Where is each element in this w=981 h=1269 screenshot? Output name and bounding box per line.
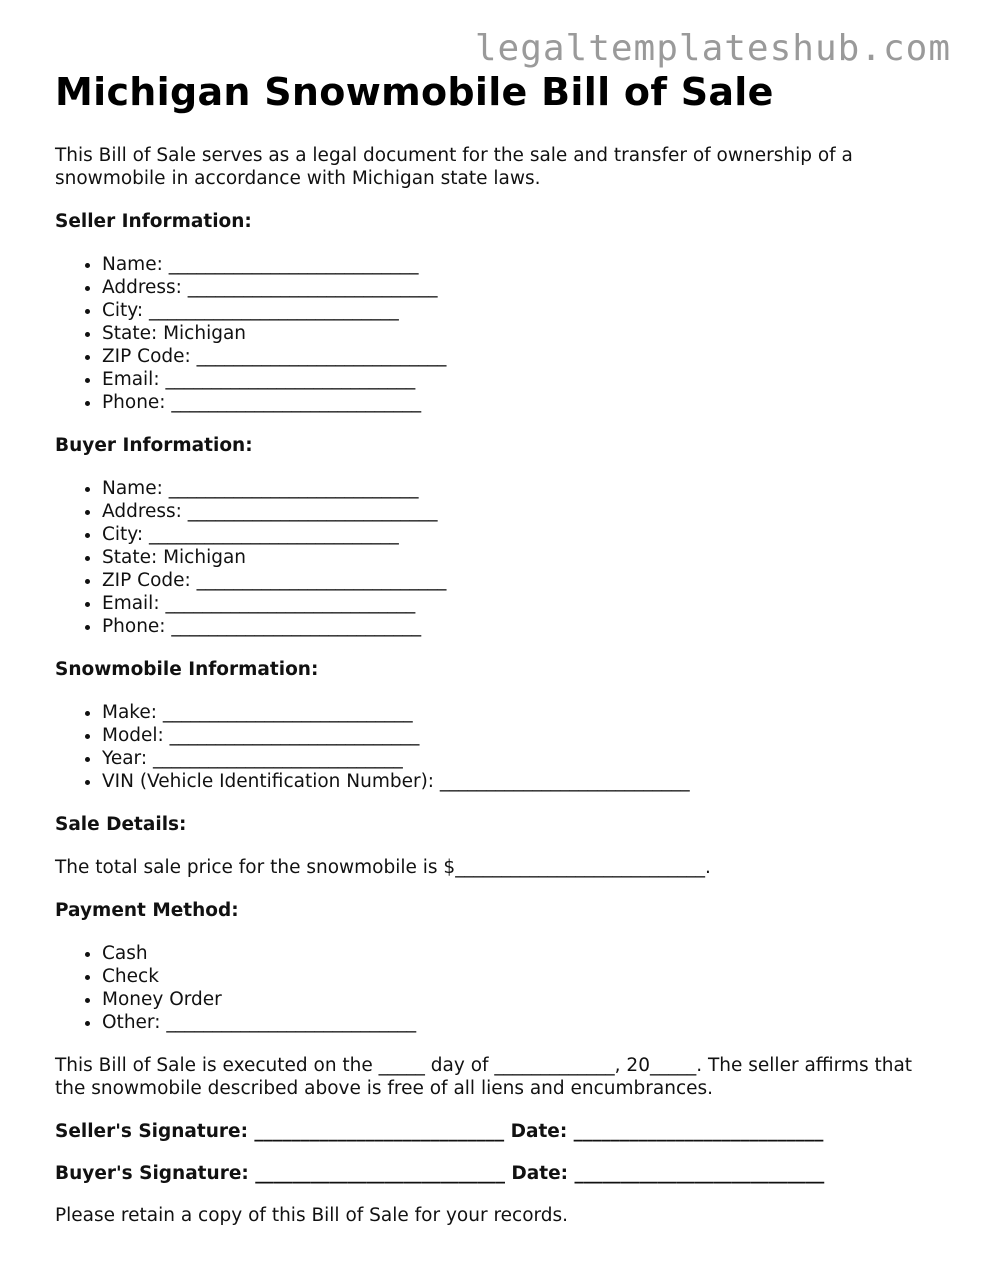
sale-price-text: The total sale price for the snowmobile is $___________________________. bbox=[55, 857, 711, 878]
payment-list bbox=[55, 942, 935, 1034]
payment-cash-option: • Cash bbox=[102, 942, 935, 965]
snowmobile-year-field: • Year: ___________________________ bbox=[102, 747, 935, 770]
footer-note: Please retain a copy of this Bill of Sale for your records. bbox=[55, 1205, 569, 1226]
intro-paragraph: This Bill of Sale serves as a legal document for the sale and transfer of ownership of a snowmobile in accordance with Michigan state laws. bbox=[55, 145, 853, 189]
page-title: Michigan Snowmobile Bill of Sale bbox=[55, 70, 774, 114]
seller-address-field: • Address: ___________________________ bbox=[102, 276, 935, 299]
seller-zip-field: • ZIP Code: ___________________________ bbox=[102, 345, 935, 368]
sale-heading: Sale Details: bbox=[55, 814, 187, 835]
buyer-list bbox=[55, 477, 935, 638]
seller-email-field: • Email: ___________________________ bbox=[102, 368, 935, 391]
buyer-heading: Buyer Information: bbox=[55, 435, 253, 456]
seller-phone-field: • Phone: ___________________________ bbox=[102, 391, 935, 414]
buyer-state-field: • State: Michigan bbox=[102, 546, 935, 569]
snowmobile-vin-field: • VIN (Vehicle Identification Number): ___________________________ bbox=[102, 770, 935, 793]
buyer-zip-field: • ZIP Code: ___________________________ bbox=[102, 569, 935, 592]
seller-name-field: • Name: ___________________________ bbox=[102, 253, 935, 276]
buyer-address-field: • Address: ___________________________ bbox=[102, 500, 935, 523]
payment-money-order-option: • Money Order bbox=[102, 988, 935, 1011]
buyer-signature-line: Buyer's Signature: ___________________________ Date: ___________________________ bbox=[55, 1163, 825, 1184]
seller-signature-line: Seller's Signature: ___________________________ Date: ___________________________ bbox=[55, 1121, 824, 1142]
seller-state-field: • State: Michigan bbox=[102, 322, 935, 345]
buyer-email-field: • Email: ___________________________ bbox=[102, 592, 935, 615]
payment-check-option: • Check bbox=[102, 965, 935, 988]
payment-heading: Payment Method: bbox=[55, 900, 239, 921]
document-body bbox=[55, 70, 935, 1227]
buyer-name-field: • Name: ___________________________ bbox=[102, 477, 935, 500]
snowmobile-model-field: • Model: ___________________________ bbox=[102, 724, 935, 747]
snowmobile-heading: Snowmobile Information: bbox=[55, 659, 319, 680]
snowmobile-make-field: • Make: ___________________________ bbox=[102, 701, 935, 724]
execution-paragraph: This Bill of Sale is executed on the _____ day of _____________, 20_____. The seller affirms that the snowmobile described above is free of all liens and encumbrances. bbox=[55, 1055, 913, 1099]
seller-city-field: • City: ___________________________ bbox=[102, 299, 935, 322]
payment-other-option: • Other: ___________________________ bbox=[102, 1011, 935, 1034]
snowmobile-list bbox=[55, 701, 935, 793]
buyer-phone-field: • Phone: ___________________________ bbox=[102, 615, 935, 638]
watermark: legaltemplateshub.com bbox=[474, 28, 951, 69]
buyer-city-field: • City: ___________________________ bbox=[102, 523, 935, 546]
seller-heading: Seller Information: bbox=[55, 211, 252, 232]
seller-list bbox=[55, 253, 935, 414]
